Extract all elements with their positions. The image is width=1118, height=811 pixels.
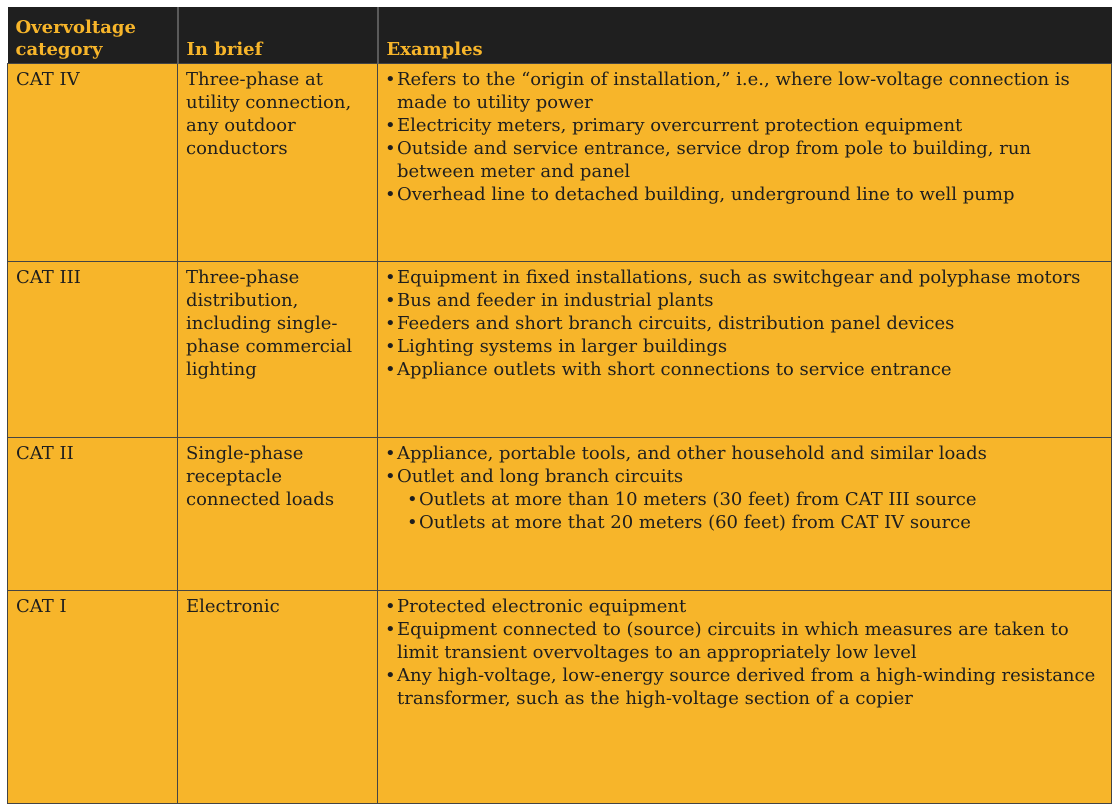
sub-examples-list bbox=[397, 488, 1107, 534]
list-item: • Feeders and short branch circuits, distribution panel devices bbox=[385, 312, 1107, 335]
sub-list-item: • Outlets at more than 10 meters (30 feet) from CAT III source bbox=[407, 488, 1107, 511]
category-cell: CAT III bbox=[8, 262, 178, 438]
examples-cell bbox=[378, 64, 1112, 262]
category-cell: CAT II bbox=[8, 438, 178, 591]
examples-list bbox=[385, 68, 1107, 206]
category-cell: CAT I bbox=[8, 591, 178, 804]
list-item: • Equipment in fixed installations, such as switchgear and polyphase motors bbox=[385, 266, 1107, 289]
list-item-text: Outlet and long branch circuits bbox=[397, 466, 684, 487]
brief-cell: Three-phase distribution, including single-phase commercial lighting bbox=[178, 262, 378, 438]
list-item bbox=[385, 465, 1107, 534]
list-item: • Protected electronic equipment bbox=[385, 595, 1107, 618]
header-in-brief: In brief bbox=[178, 7, 378, 64]
header-examples: Examples bbox=[378, 7, 1112, 64]
brief-cell: Electronic bbox=[178, 591, 378, 804]
list-item: • Overhead line to detached building, underground line to well pump bbox=[385, 183, 1107, 206]
examples-list bbox=[385, 595, 1107, 710]
table-row-cat-ii bbox=[8, 438, 1112, 591]
table-row-cat-iii bbox=[8, 262, 1112, 438]
list-item: • Outside and service entrance, service drop from pole to building, run between meter and panel bbox=[385, 137, 1107, 183]
header-category: Overvoltage category bbox=[8, 7, 178, 64]
sub-list-item: • Outlets at more that 20 meters (60 feet) from CAT IV source bbox=[407, 511, 1107, 534]
overvoltage-category-table bbox=[7, 7, 1112, 804]
examples-cell bbox=[378, 262, 1112, 438]
list-item: • Lighting systems in larger buildings bbox=[385, 335, 1107, 358]
list-item: • Equipment connected to (source) circuits in which measures are taken to limit transient overvoltages to an appropriately low level bbox=[385, 618, 1107, 664]
list-item: • Bus and feeder in industrial plants bbox=[385, 289, 1107, 312]
list-item: • Appliance outlets with short connections to service entrance bbox=[385, 358, 1107, 381]
header-row bbox=[8, 7, 1112, 64]
examples-list bbox=[385, 442, 1107, 534]
category-cell: CAT IV bbox=[8, 64, 178, 262]
table-row-cat-iv bbox=[8, 64, 1112, 262]
table-row-cat-i bbox=[8, 591, 1112, 804]
examples-cell bbox=[378, 438, 1112, 591]
list-item: • Appliance, portable tools, and other household and similar loads bbox=[385, 442, 1107, 465]
list-item: • Electricity meters, primary overcurrent protection equipment bbox=[385, 114, 1107, 137]
list-item: • Any high-voltage, low-energy source derived from a high-winding resistance transformer, such as the high-voltage section of a copier bbox=[385, 664, 1107, 710]
brief-cell: Three-phase at utility connection, any outdoor conductors bbox=[178, 64, 378, 262]
list-item: • Refers to the “origin of installation,” i.e., where low-voltage connection is made to utility power bbox=[385, 68, 1107, 114]
brief-cell: Single-phase receptacle connected loads bbox=[178, 438, 378, 591]
examples-list bbox=[385, 266, 1107, 381]
examples-cell bbox=[378, 591, 1112, 804]
